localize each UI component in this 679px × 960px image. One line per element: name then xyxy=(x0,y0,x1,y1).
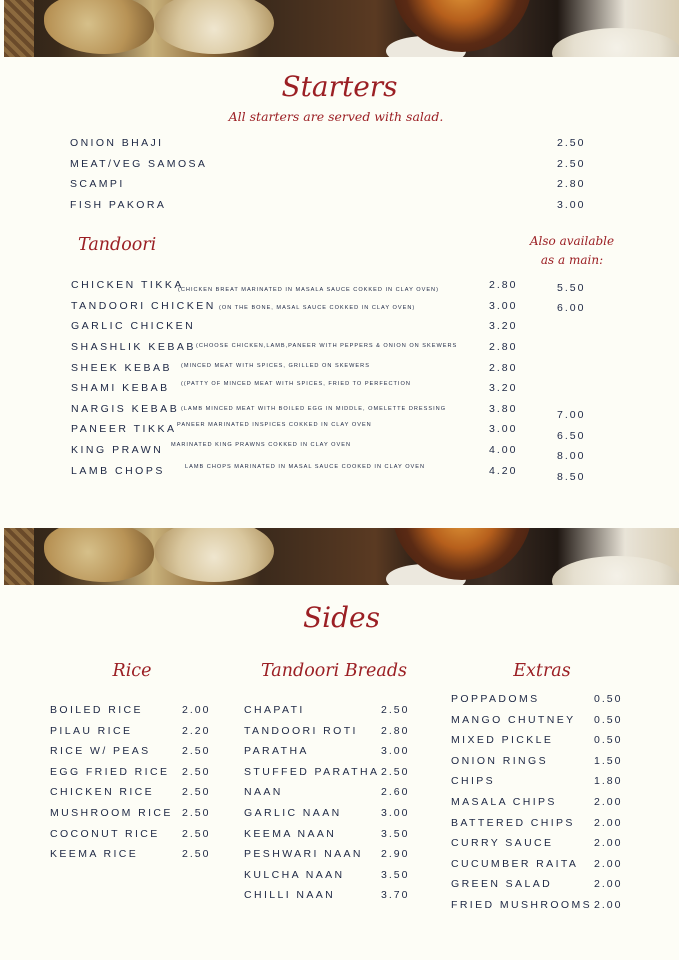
menu-item-price: 2.80 xyxy=(489,279,518,291)
menu-item-name: PARATHA xyxy=(244,745,309,758)
menu-item-price: 3.20 xyxy=(489,320,518,332)
menu-item-name: MANGO CHUTNEY xyxy=(451,713,576,726)
menu-item-name: MUSHROOM RICE xyxy=(50,807,173,819)
menu-item-name: PILAU RICE xyxy=(50,724,133,737)
menu-item-price: 2.00 xyxy=(594,899,623,911)
menu-item-price: 0.50 xyxy=(594,713,623,726)
menu-item-name: MEAT/VEG SAMOSA xyxy=(70,157,208,170)
menu-item-name: ONION BHAJI xyxy=(70,137,164,149)
menu-item-price: 2.50 xyxy=(182,807,211,819)
menu-item-name: KEEMA NAAN xyxy=(244,827,337,840)
menu-item-name: CHICKEN RICE xyxy=(50,786,155,799)
menu-item-name: CHICKEN TIKKA xyxy=(71,279,184,291)
menu-item-description: (MINCED MEAT WITH SPICES, GRILLED ON SKEWERS xyxy=(181,363,370,369)
menu-item-name: KING PRAWN xyxy=(71,444,164,456)
menu-item-name: PANEER TIKKA xyxy=(71,423,177,435)
menu-item-main-price: 5.50 xyxy=(557,282,586,294)
bread-basket-graphic xyxy=(4,0,34,57)
menu-item-main-price: 7.00 xyxy=(557,409,586,421)
menu-item-price: 2.50 xyxy=(557,157,586,170)
main-note-line-1: Also available xyxy=(529,234,615,248)
menu-item-name: SCAMPI xyxy=(70,178,125,191)
naan-graphic xyxy=(44,528,154,582)
menu-item-name: SHASHLIK KEBAB xyxy=(71,341,196,353)
menu-item-name: RICE W/ PEAS xyxy=(50,745,151,758)
menu-item-main-price: 8.50 xyxy=(557,471,586,483)
menu-item-name: CHIPS xyxy=(451,775,496,788)
menu-item-description: ((PATTY OF MINCED MEAT WITH SPICES, FRIED TO PERFECTION xyxy=(181,381,411,387)
menu-item-price: 2.00 xyxy=(594,837,623,850)
menu-item-price: 3.80 xyxy=(489,403,518,415)
menu-item-name: STUFFED PARATHA xyxy=(244,765,380,778)
menu-item-price: 2.60 xyxy=(381,786,410,799)
menu-item-name: LAMB CHOPS xyxy=(71,465,165,477)
naan-graphic xyxy=(154,0,274,54)
menu-item-price: 2.00 xyxy=(182,704,211,716)
menu-item-name: BOILED RICE xyxy=(50,704,143,716)
menu-item-name: MIXED PICKLE xyxy=(451,734,554,747)
menu-item-description: (ON THE BONE, MASAL SAUCE COKKED IN CLAY OVEN) xyxy=(219,305,416,311)
menu-item-name: FRIED MUSHROOMS xyxy=(451,899,592,911)
menu-item-name: CUCUMBER RAITA xyxy=(451,857,579,870)
menu-item-description: (CHICKEN BREAT MARINATED IN MASALA SAUCE COKKED IN CLAY OVEN) xyxy=(178,287,439,293)
menu-item-price: 3.20 xyxy=(489,382,518,394)
naan-graphic xyxy=(44,0,154,54)
food-photo-banner-top xyxy=(4,0,679,57)
menu-item-name: CURRY SAUCE xyxy=(451,837,554,850)
menu-item-price: 1.80 xyxy=(594,775,623,788)
menu-item-price: 2.50 xyxy=(557,137,586,149)
menu-item-price: 4.20 xyxy=(489,465,518,477)
menu-item-name: FISH PAKORA xyxy=(70,198,167,211)
menu-item-price: 0.50 xyxy=(594,734,623,747)
starters-title: Starters xyxy=(281,70,398,103)
menu-item-price: 3.00 xyxy=(381,745,410,758)
menu-item-price: 3.00 xyxy=(381,807,410,819)
menu-item-price: 3.50 xyxy=(381,827,410,840)
menu-item-price: 2.20 xyxy=(182,724,211,737)
menu-item-name: COCONUT RICE xyxy=(50,827,160,840)
menu-item-main-price: 6.00 xyxy=(557,302,586,314)
plate-graphic xyxy=(552,28,679,57)
menu-item-price: 0.50 xyxy=(594,693,623,705)
tandoori-breads-title: Tandoori Breads xyxy=(260,661,407,681)
menu-item-name: EGG FRIED RICE xyxy=(50,765,170,778)
menu-item-price: 2.50 xyxy=(182,786,211,799)
menu-item-price: 2.50 xyxy=(182,765,211,778)
menu-item-description: PANEER MARINATED INSPICES COKKED IN CLAY OVEN xyxy=(177,422,372,428)
menu-item-price: 2.80 xyxy=(489,341,518,353)
tandoori-title: Tandoori xyxy=(78,235,157,255)
food-photo-banner-middle xyxy=(4,528,679,585)
plate-graphic xyxy=(552,556,679,585)
sides-title: Sides xyxy=(303,601,380,634)
menu-item-price: 2.50 xyxy=(182,745,211,758)
menu-item-price: 3.70 xyxy=(381,889,410,902)
starters-subtitle: All starters are served with salad. xyxy=(228,109,444,124)
menu-item-price: 4.00 xyxy=(489,444,518,456)
menu-item-price: 1.50 xyxy=(594,754,623,767)
menu-item-description: LAMB CHOPS MARINATED IN MASAL SAUCE COOKED IN CLAY OVEN xyxy=(185,464,426,470)
menu-item-price: 2.00 xyxy=(594,857,623,870)
menu-item-name: KEEMA RICE xyxy=(50,848,139,861)
menu-item-name: CHAPATI xyxy=(244,704,305,716)
menu-item-price: 2.00 xyxy=(594,796,623,808)
menu-item-price: 3.50 xyxy=(381,868,410,881)
menu-item-name: NARGIS KEBAB xyxy=(71,403,180,415)
main-note-line-2: as a main: xyxy=(540,253,604,267)
menu-item-name: PESHWARI NAAN xyxy=(244,848,363,861)
menu-item-description: MARINATED KING PRAWNS COKKED IN CLAY OVEN xyxy=(171,442,352,448)
rice-title: Rice xyxy=(112,661,152,681)
menu-item-price: 2.50 xyxy=(381,704,410,716)
menu-item-price: 2.50 xyxy=(381,765,410,778)
menu-item-name: TANDOORI ROTI xyxy=(244,724,358,737)
menu-item-name: GREEN SALAD xyxy=(451,878,553,891)
menu-item-price: 3.00 xyxy=(489,300,518,312)
menu-item-name: SHEEK KEBAB xyxy=(71,362,173,374)
menu-item-price: 2.80 xyxy=(381,724,410,737)
menu-item-name: NAAN xyxy=(244,786,283,799)
menu-item-price: 2.00 xyxy=(594,878,623,891)
menu-item-price: 3.00 xyxy=(557,198,586,211)
bread-basket-graphic xyxy=(4,528,34,585)
menu-item-name: TANDOORI CHICKEN xyxy=(71,300,216,312)
menu-item-price: 2.00 xyxy=(594,816,623,829)
menu-item-price: 2.50 xyxy=(182,848,211,861)
naan-graphic xyxy=(154,528,274,582)
menu-item-main-price: 8.00 xyxy=(557,450,586,462)
menu-item-name: MASALA CHIPS xyxy=(451,796,557,808)
menu-item-main-price: 6.50 xyxy=(557,430,586,442)
menu-item-name: SHAMI KEBAB xyxy=(71,382,170,394)
menu-item-price: 2.90 xyxy=(381,848,410,861)
menu-item-name: POPPADOMS xyxy=(451,693,540,705)
menu-item-name: ONION RINGS xyxy=(451,754,548,767)
menu-item-description: (CHOOSE CHICKEN,LAMB,PANEER WITH PEPPERS & ONION ON SKEWERS xyxy=(196,343,458,349)
menu-item-price: 2.50 xyxy=(182,827,211,840)
menu-item-description: (LAMB MINCED MEAT WITH BOILED EGG IN MIDDLE, OMELETTE DRESSING xyxy=(181,406,447,412)
menu-item-name: BATTERED CHIPS xyxy=(451,816,575,829)
menu-item-name: CHILLI NAAN xyxy=(244,889,336,902)
extras-title: Extras xyxy=(513,661,571,681)
menu-item-price: 2.80 xyxy=(489,362,518,374)
menu-item-name: GARLIC NAAN xyxy=(244,807,342,819)
menu-item-price: 3.00 xyxy=(489,423,518,435)
menu-item-name: GARLIC CHICKEN xyxy=(71,320,196,332)
menu-item-name: KULCHA NAAN xyxy=(244,868,345,881)
menu-item-price: 2.80 xyxy=(557,178,586,191)
